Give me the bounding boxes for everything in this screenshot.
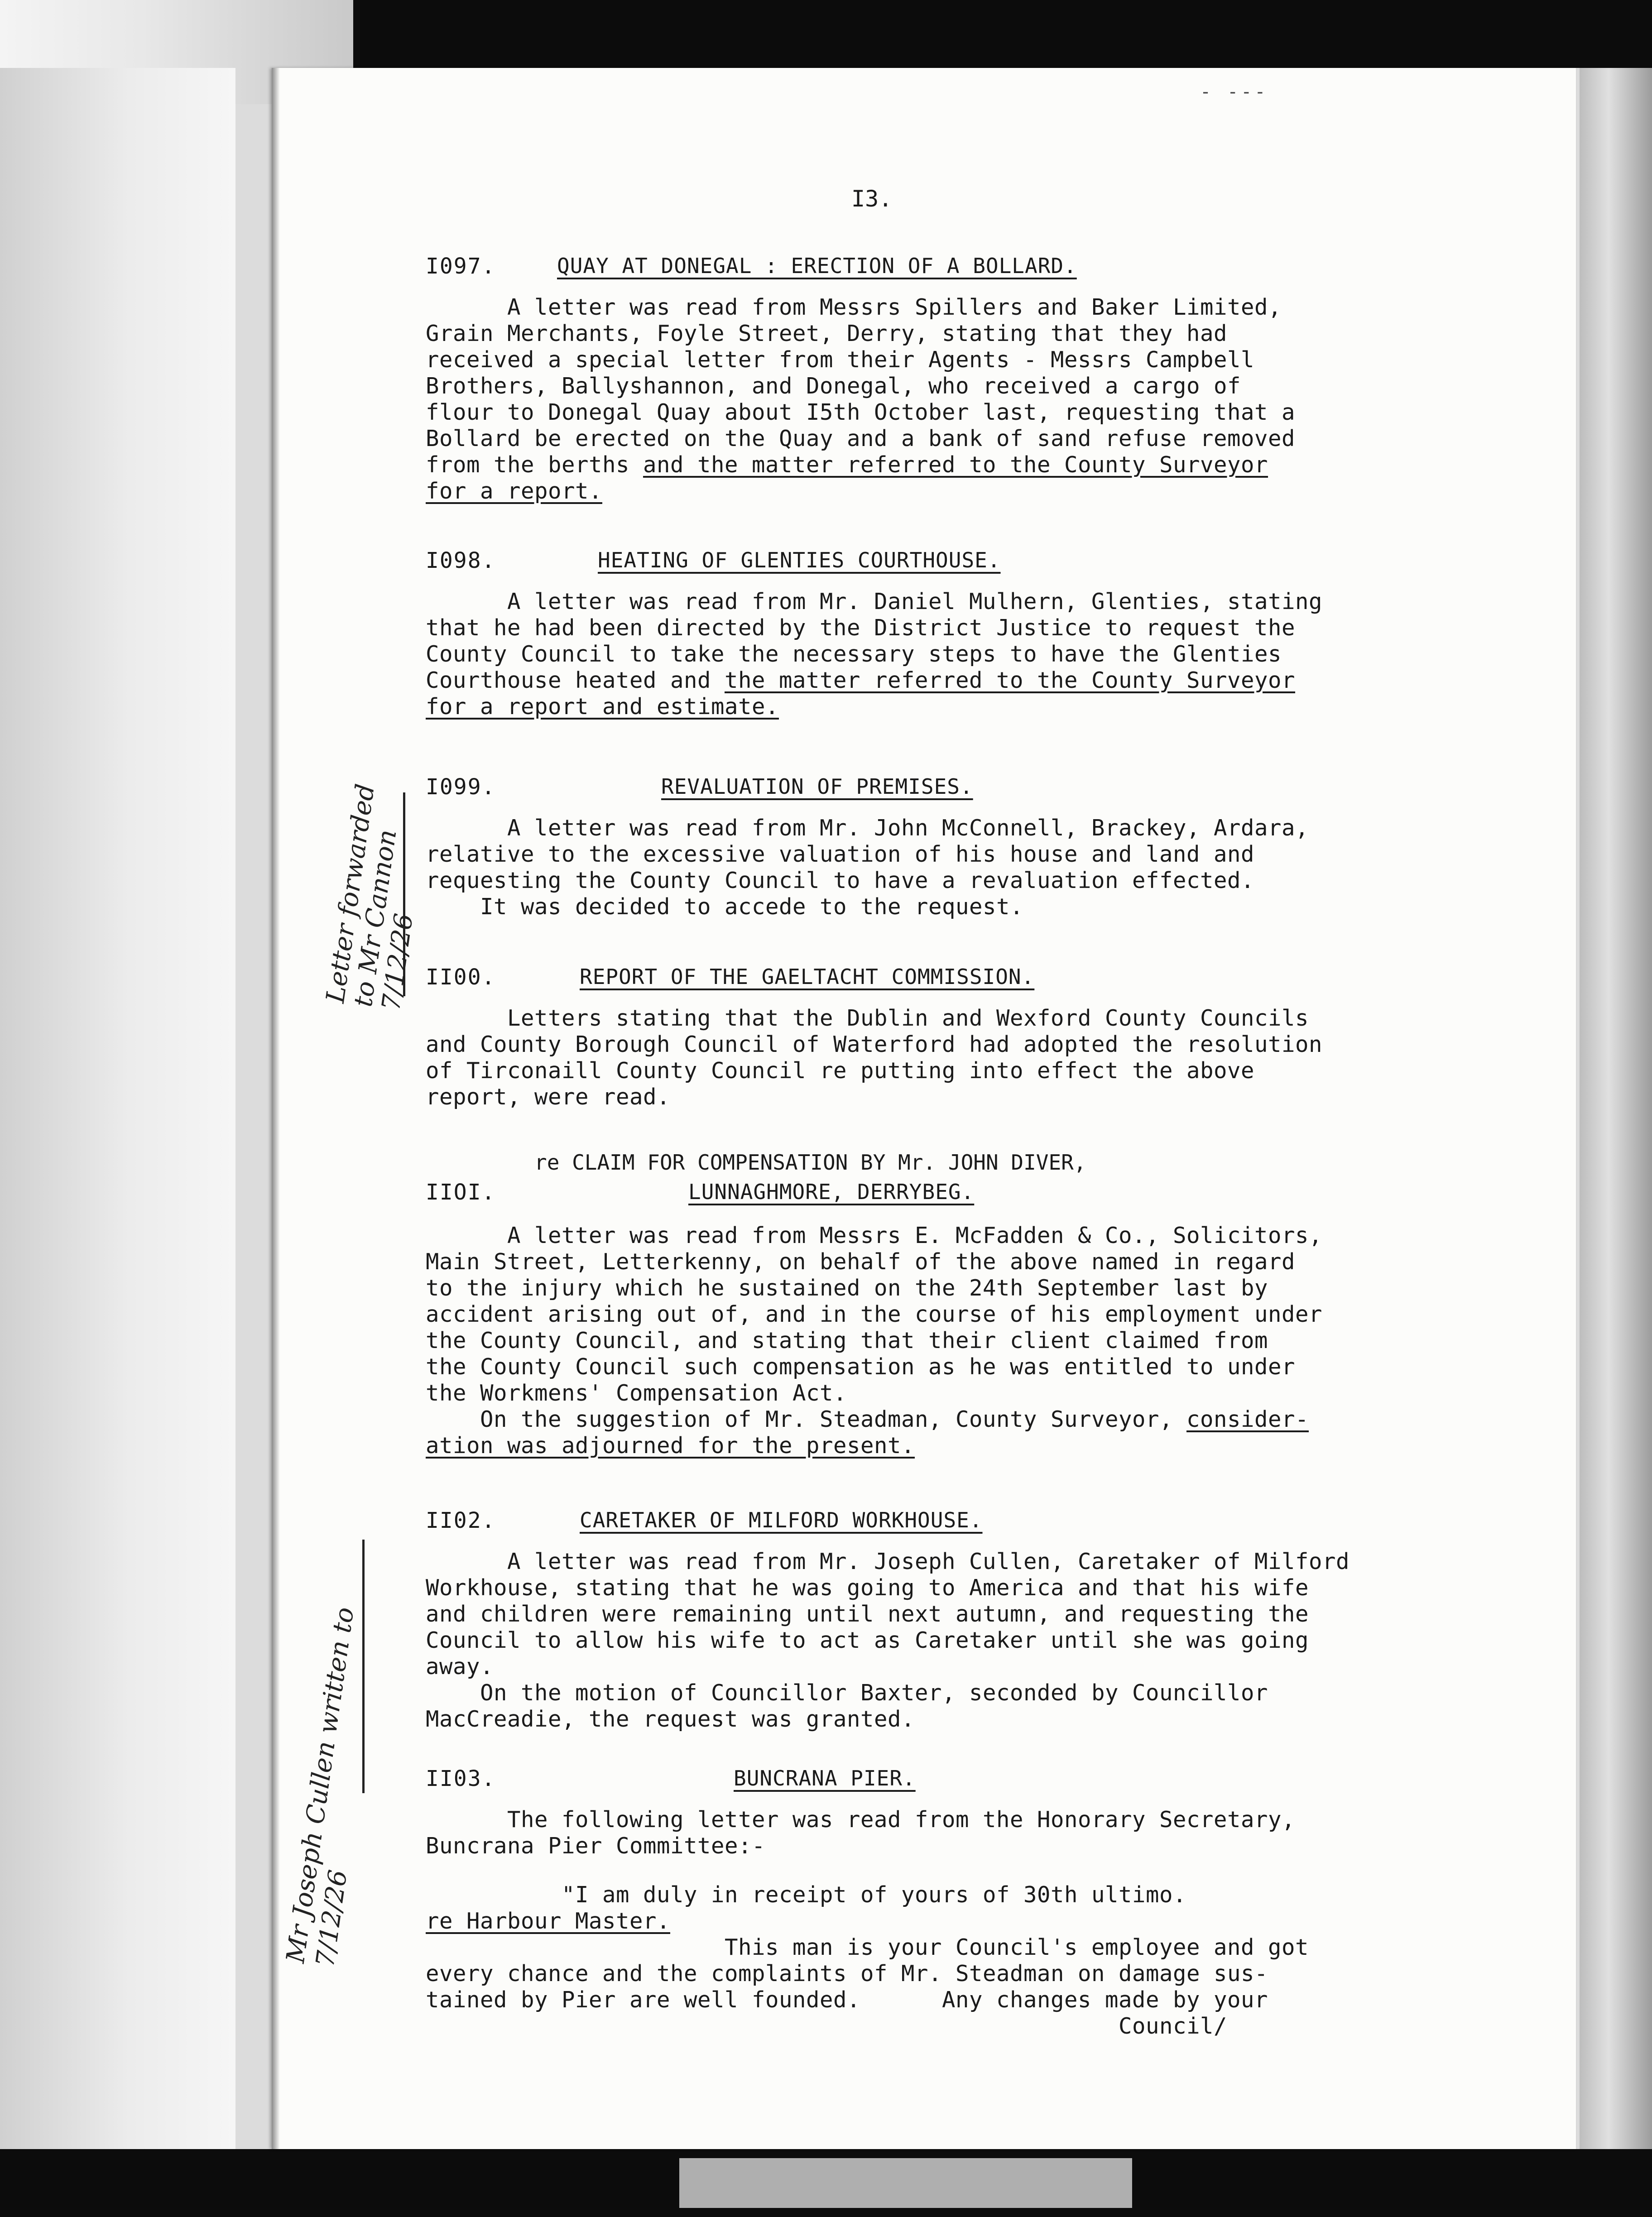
- underlined-reference: re Harbour Master.: [426, 1908, 671, 1934]
- minute-title: REVALUATION OF PREMISES.: [661, 774, 973, 799]
- scan-bottom-glare: [679, 2158, 1132, 2208]
- minute-title: BUNCRANA PIER.: [734, 1766, 916, 1790]
- minute-1102: [426, 1503, 1513, 1732]
- body-line: of Tirconaill County Council re putting into effect the above: [426, 1058, 1255, 1084]
- body-line: Brothers, Ballyshannon, and Donegal, who received a cargo of: [426, 373, 1241, 399]
- body-line: relative to the excessive valuation of his house and land and: [426, 841, 1255, 867]
- underlined-resolution: and the matter referred to the County Surveyor: [643, 452, 1268, 478]
- body-line: tained by Pier are well founded. Any changes made by your: [426, 1987, 1268, 2013]
- minute-1103: [426, 1761, 1513, 2039]
- body-line: and children were remaining until next autumn, and requesting the: [426, 1601, 1309, 1627]
- body-line: the County Council such compensation as he was entitled to under: [426, 1354, 1296, 1380]
- body-line: Courthouse heated and: [426, 667, 725, 693]
- minute-number: I098.: [426, 548, 496, 573]
- minute-body: [426, 1005, 1513, 1110]
- scan-right-edge: [1580, 68, 1652, 2149]
- minute-number: I097.: [426, 254, 496, 279]
- handwritten-note-1102: Mr Joseph Cullen written to 7/12/26: [281, 1605, 360, 1969]
- body-line: This man is your Council's employee and got: [426, 1934, 1309, 1960]
- minute-number: II00.: [426, 965, 496, 990]
- handwritten-note-1099: Letter forwarded to Mr Cannon 7/12/26: [321, 782, 419, 1013]
- minute-title: REPORT OF THE GAELTACHT COMMISSION.: [580, 965, 1035, 989]
- minute-body: [426, 1549, 1513, 1732]
- minute-body: [426, 1807, 1513, 1859]
- body-line: Buncrana Pier Committee:-: [426, 1833, 766, 1859]
- body-line: Letters stating that the Dublin and Wexford County Councils: [426, 1005, 1309, 1031]
- body-line: report, were read.: [426, 1084, 671, 1110]
- minute-number: II03.: [426, 1766, 496, 1791]
- minute-1098: [426, 543, 1513, 720]
- body-line: Council/: [426, 2013, 1228, 2039]
- body-line: The following letter was read from the Honorary Secretary,: [426, 1807, 1296, 1833]
- body-line: It was decided to accede to the request.: [426, 894, 1024, 920]
- page-number: I3.: [851, 186, 893, 212]
- underlined-resolution: ation was adjourned for the present.: [426, 1433, 915, 1459]
- body-line: On the suggestion of Mr. Steadman, County Surveyor,: [426, 1406, 1187, 1432]
- body-line: MacCreadie, the request was granted.: [426, 1706, 915, 1732]
- minute-body: [426, 589, 1513, 720]
- body-line: Grain Merchants, Foyle Street, Derry, stating that they had: [426, 321, 1228, 346]
- body-line: away.: [426, 1654, 494, 1680]
- underlined-resolution: for a report.: [426, 478, 603, 504]
- body-line: and County Borough Council of Waterford had adopted the resolution: [426, 1032, 1323, 1057]
- body-line: Council to allow his wife to act as Caretaker until she was going: [426, 1627, 1309, 1653]
- minute-1100: [426, 960, 1513, 1110]
- minute-title: LUNNAGHMORE, DERRYBEG.: [688, 1180, 975, 1204]
- scan-left-margin: [0, 68, 235, 2149]
- body-line: A letter was read from Messrs E. McFadden & Co., Solicitors,: [426, 1223, 1323, 1248]
- body-line: Workhouse, stating that he was going to America and that his wife: [426, 1575, 1309, 1601]
- minute-number: II02.: [426, 1508, 496, 1533]
- body-line: from the berths: [426, 452, 644, 478]
- body-line: Main Street, Letterkenny, on behalf of the above named in regard: [426, 1249, 1296, 1275]
- body-line: every chance and the complaints of Mr. Steadman on damage sus-: [426, 1961, 1268, 1987]
- body-line: County Council to take the necessary steps to have the Glenties: [426, 641, 1282, 667]
- minute-body: [426, 294, 1513, 504]
- top-marks: - ---: [1200, 82, 1268, 102]
- quoted-letter: [426, 1882, 1513, 2039]
- minute-1097: [426, 249, 1513, 504]
- body-line: Bollard be erected on the Quay and a bank of sand refuse removed: [426, 426, 1296, 451]
- body-line: received a special letter from their Agents - Messrs Campbell: [426, 347, 1255, 373]
- body-line: requesting the County Council to have a revaluation effected.: [426, 868, 1255, 893]
- body-line: "I am duly in receipt of yours of 30th ultimo.: [426, 1882, 1187, 1908]
- minute-title-line: re CLAIM FOR COMPENSATION BY Mr. JOHN DIVER,: [534, 1150, 1086, 1175]
- body-line: flour to Donegal Quay about I5th October last, requesting that a: [426, 399, 1296, 425]
- minute-number: IIOI.: [426, 1180, 496, 1205]
- document-page: [272, 68, 1576, 2149]
- minute-title: QUAY AT DONEGAL : ERECTION OF A BOLLARD.: [557, 254, 1077, 278]
- body-line: the County Council, and stating that their client claimed from: [426, 1328, 1268, 1353]
- minute-title: HEATING OF GLENTIES COURTHOUSE.: [598, 548, 1001, 572]
- minute-1101: [426, 1146, 1513, 1459]
- minute-body: [426, 1223, 1513, 1459]
- body-line: the Workmens' Compensation Act.: [426, 1380, 847, 1406]
- underlined-resolution: for a report and estimate.: [426, 694, 779, 720]
- body-line: A letter was read from Mr. Joseph Cullen, Caretaker of Milford: [426, 1549, 1350, 1574]
- body-line: that he had been directed by the District Justice to request the: [426, 615, 1296, 641]
- underlined-resolution: consider-: [1186, 1406, 1309, 1432]
- body-line: A letter was read from Mr. Daniel Mulhern, Glenties, stating: [426, 589, 1323, 614]
- minute-title: CARETAKER OF MILFORD WORKHOUSE.: [580, 1508, 983, 1532]
- minute-1099: [426, 770, 1513, 920]
- underlined-resolution: the matter referred to the County Surveyor: [725, 667, 1296, 693]
- body-line: accident arising out of, and in the course of his employment under: [426, 1301, 1323, 1327]
- body-line: On the motion of Councillor Baxter, seconded by Councillor: [426, 1680, 1268, 1706]
- minute-body: [426, 815, 1513, 920]
- minute-number: I099.: [426, 774, 496, 800]
- body-line: to the injury which he sustained on the 24th September last by: [426, 1275, 1268, 1301]
- body-line: A letter was read from Messrs Spillers and Baker Limited,: [426, 294, 1282, 320]
- body-line: A letter was read from Mr. John McConnell, Brackey, Ardara,: [426, 815, 1309, 841]
